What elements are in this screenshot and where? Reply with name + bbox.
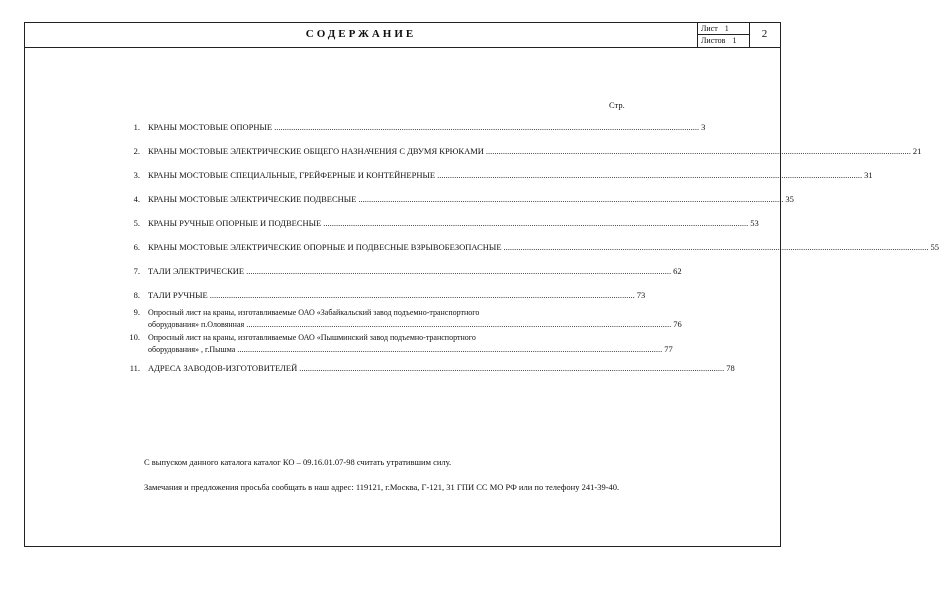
toc-item-line xyxy=(148,122,706,133)
toc-item-label: КРАНЫ МОСТОВЫЕ ОПОРНЫЕ xyxy=(148,122,273,132)
toc-item-page: 78 xyxy=(726,363,735,373)
toc-item-number: 9. xyxy=(133,307,140,317)
toc-item xyxy=(110,170,873,182)
document-frame xyxy=(24,22,784,547)
toc-item-label: оборудования» п.Оловянная xyxy=(148,320,245,329)
sheet-value: 1 xyxy=(724,24,729,33)
toc-leader-dots: ........................................................................................................................................................................................................ xyxy=(437,170,863,180)
toc-item-label: КРАНЫ МОСТОВЫЕ ЭЛЕКТРИЧЕСКИЕ ПОДВЕСНЫЕ xyxy=(148,194,357,204)
toc-item xyxy=(110,307,682,331)
toc-item-line xyxy=(148,363,735,374)
toc-leader-dots: ........................................................................................................................................................................................................ xyxy=(299,363,725,373)
toc-item xyxy=(110,332,673,356)
toc-item-number: 11. xyxy=(129,363,140,373)
toc-leader-dots: ........................................................................................................................................................................................................ xyxy=(246,319,672,329)
toc-item xyxy=(110,290,646,302)
toc-item-label: КРАНЫ РУЧНЫЕ ОПОРНЫЕ И ПОДВЕСНЫЕ xyxy=(148,218,322,228)
toc-leader-dots: ........................................................................................................................................................................................................ xyxy=(237,344,663,354)
toc-item-number: 5. xyxy=(133,218,140,228)
sheet-stamp xyxy=(697,23,750,47)
toc-item xyxy=(110,122,706,134)
toc-leader-dots: ........................................................................................................................................................................................................ xyxy=(323,218,749,228)
toc-item-number: 6. xyxy=(133,242,140,252)
toc-item-line xyxy=(148,344,673,355)
toc-item-number: 3. xyxy=(133,170,140,180)
toc-item-label: оборудования» , г.Пышма xyxy=(148,345,236,354)
toc-item-label: КРАНЫ МОСТОВЫЕ ЭЛЕКТРИЧЕСКИЕ ОБЩЕГО НАЗНАЧЕНИЯ С ДВУМЯ КРЮКАМИ xyxy=(148,146,484,156)
sheets-row xyxy=(698,35,749,46)
toc-item-line xyxy=(148,319,682,330)
toc-item-number: 10. xyxy=(129,332,140,342)
toc-item-page: 77 xyxy=(664,344,673,354)
sheets-label: Листов xyxy=(701,36,726,45)
toc-item xyxy=(110,218,759,230)
page-title: СОДЕРЖАНИЕ xyxy=(305,28,417,40)
toc-item-number: 7. xyxy=(133,266,140,276)
toc-item-line xyxy=(148,170,873,181)
toc-leader-dots: ........................................................................................................................................................................................................ xyxy=(485,146,911,156)
toc-item-line xyxy=(148,290,646,301)
toc-item-line xyxy=(148,146,922,157)
toc-leader-dots: ........................................................................................................................................................................................................ xyxy=(246,266,672,276)
sheets-value: 1 xyxy=(732,36,737,45)
toc-leader-dots: ........................................................................................................................................................................................................ xyxy=(503,242,929,252)
toc-item-page: 53 xyxy=(750,218,759,228)
toc-item-number: 1. xyxy=(133,122,140,132)
toc-item xyxy=(110,363,735,375)
page-column-label: Стр. xyxy=(609,100,625,110)
title-block xyxy=(25,23,780,48)
toc-item-line xyxy=(148,218,759,229)
toc-item xyxy=(110,242,939,254)
toc-item xyxy=(110,146,922,158)
toc-item-page: 21 xyxy=(912,146,922,156)
toc-item-label: ТАЛИ ЭЛЕКТРИЧЕСКИЕ xyxy=(148,266,245,276)
toc-item xyxy=(110,194,794,206)
toc-item-number: 2. xyxy=(133,146,140,156)
toc-leader-dots: ........................................................................................................................................................................................................ xyxy=(209,290,635,300)
toc-item xyxy=(110,266,682,278)
toc-item-page: 55 xyxy=(930,242,939,252)
toc-item-number: 4. xyxy=(133,194,140,204)
toc-item-page: 62 xyxy=(673,266,682,276)
toc-item-label-first-line: Опросный лист на краны, изготавливаемые ОАО «Пышминский завод подъемно-транспортного xyxy=(148,333,476,342)
toc-item-label: КРАНЫ МОСТОВЫЕ ЭЛЕКТРИЧЕСКИЕ ОПОРНЫЕ И ПОДВЕСНЫЕ ВЗРЫВОБЕЗОПАСНЫЕ xyxy=(148,242,502,252)
toc-item-page: 76 xyxy=(673,319,682,329)
toc-item-label: ТАЛИ РУЧНЫЕ xyxy=(148,290,208,300)
toc-item-page: 73 xyxy=(636,290,646,300)
toc-item-page: 3 xyxy=(701,122,706,132)
toc-item-label: КРАНЫ МОСТОВЫЕ СПЕЦИАЛЬНЫЕ, ГРЕЙФЕРНЫЕ И КОНТЕЙНЕРНЫЕ xyxy=(148,170,436,180)
sheet-label: Лист xyxy=(701,24,718,33)
sheet-row xyxy=(698,23,749,35)
toc-item-label-first-line: Опросный лист на краны, изготавливаемые ОАО «Забайкальский завод подъемно-транспортного xyxy=(148,308,480,317)
toc-leader-dots: ........................................................................................................................................................................................................ xyxy=(274,122,700,132)
toc-item-page: 35 xyxy=(785,194,794,204)
toc-leader-dots: ........................................................................................................................................................................................................ xyxy=(358,194,784,204)
page-number: 2 xyxy=(761,28,768,40)
toc-item-line xyxy=(148,242,939,253)
contact-note: Замечания и предложения просьба сообщать в наш адрес: 119121, г.Москва, Г-121, 31 ГПИ СС МО РФ или по телефону 241-39-40. xyxy=(144,482,620,492)
catalog-note: С выпуском данного каталога каталог КО – 09.16.01.07-98 считать утратившим силу. xyxy=(144,457,452,467)
toc-item-label: АДРЕСА ЗАВОДОВ-ИЗГОТОВИТЕЛЕЙ xyxy=(148,363,298,373)
toc-item-line xyxy=(148,266,682,277)
toc-item-page: 31 xyxy=(864,170,873,180)
toc-item-number: 8. xyxy=(133,290,140,300)
toc-item-line xyxy=(148,194,794,205)
